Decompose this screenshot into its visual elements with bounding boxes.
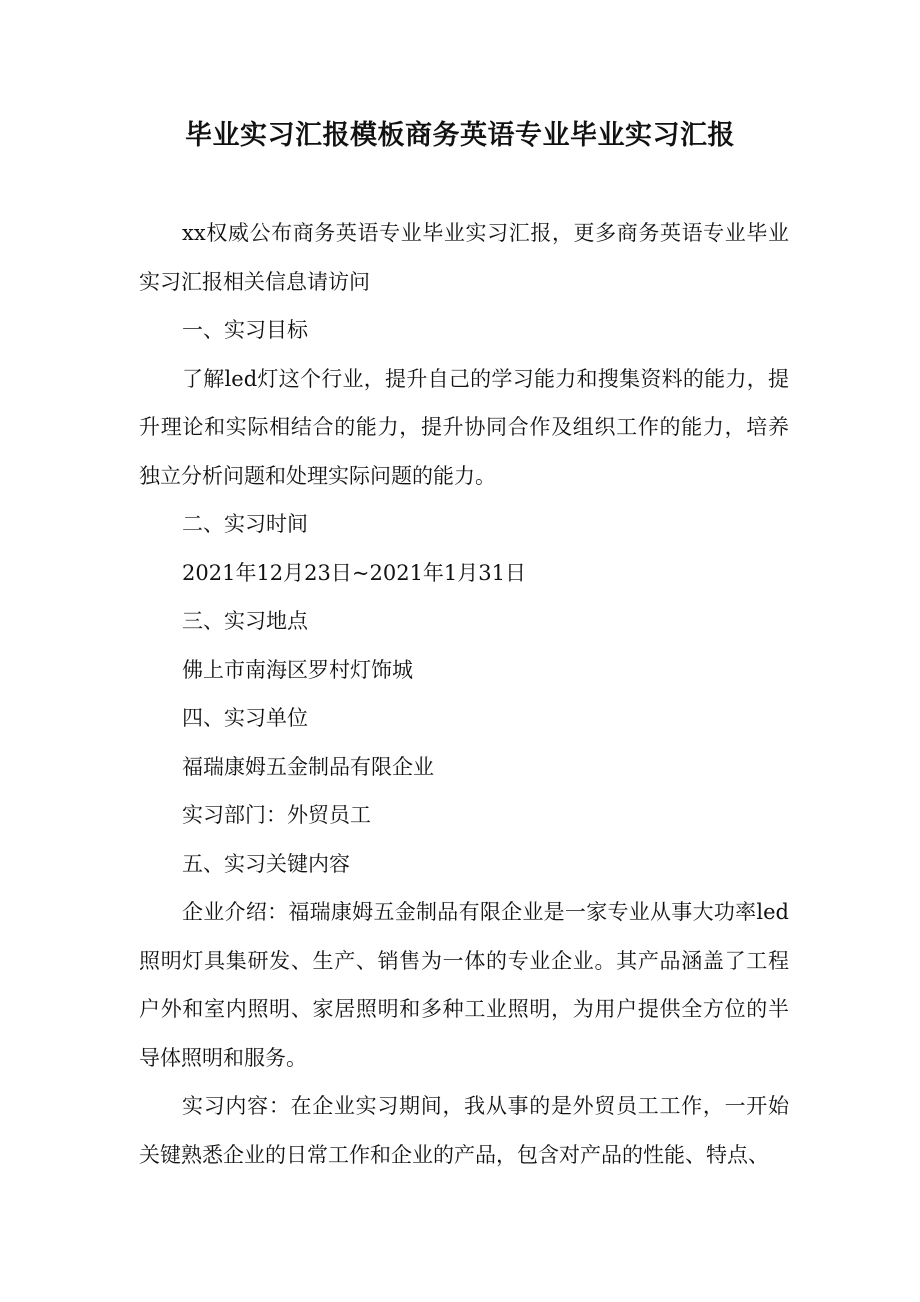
internship-content-paragraph: 实习内容：在企业实习期间，我从事的是外贸员工工作，一开始关键熟悉企业的日常工作和企业的产品，包含对产品的性能、特点、	[139, 1094, 789, 1167]
section-heading-unit: 四、实习单位	[182, 706, 308, 730]
company-intro-paragraph: 企业介绍：福瑞康姆五金制品有限企业是一家专业从事大功率led照明灯具集研发、生产、销售为一体的专业企业。其产品涵盖了工程户外和室内照明、家居照明和多种工业照明，为用户提供全方位的半导体照明和服务。	[139, 900, 789, 1070]
section-heading-content: 五、实习关键内容	[182, 851, 350, 876]
location-paragraph: 佛上市南海区罗村灯饰城	[182, 657, 413, 682]
section-heading-location: 三、实习地点	[182, 609, 308, 633]
goal-paragraph: 了解led灯这个行业，提升自己的学习能力和搜集资料的能力，提升理论和实际相结合的能力，提升协同合作及组织工作的能力，培养独立分析问题和处理实际问题的能力。	[139, 366, 789, 488]
intro-paragraph: xx权威公布商务英语专业毕业实习汇报，更多商务英语专业毕业实习汇报相关信息请访问	[139, 221, 789, 294]
department-paragraph: 实习部门：外贸员工	[182, 803, 371, 827]
section-heading-goal: 一、实习目标	[182, 318, 308, 342]
time-paragraph: 2021年12月23日~2021年1月31日	[182, 560, 527, 585]
document-body	[139, 209, 789, 1179]
section-heading-time: 二、实习时间	[182, 512, 308, 536]
unit-paragraph: 福瑞康姆五金制品有限企业	[182, 754, 434, 779]
document-title: 毕业实习汇报模板商务英语专业毕业实习汇报	[185, 120, 735, 151]
